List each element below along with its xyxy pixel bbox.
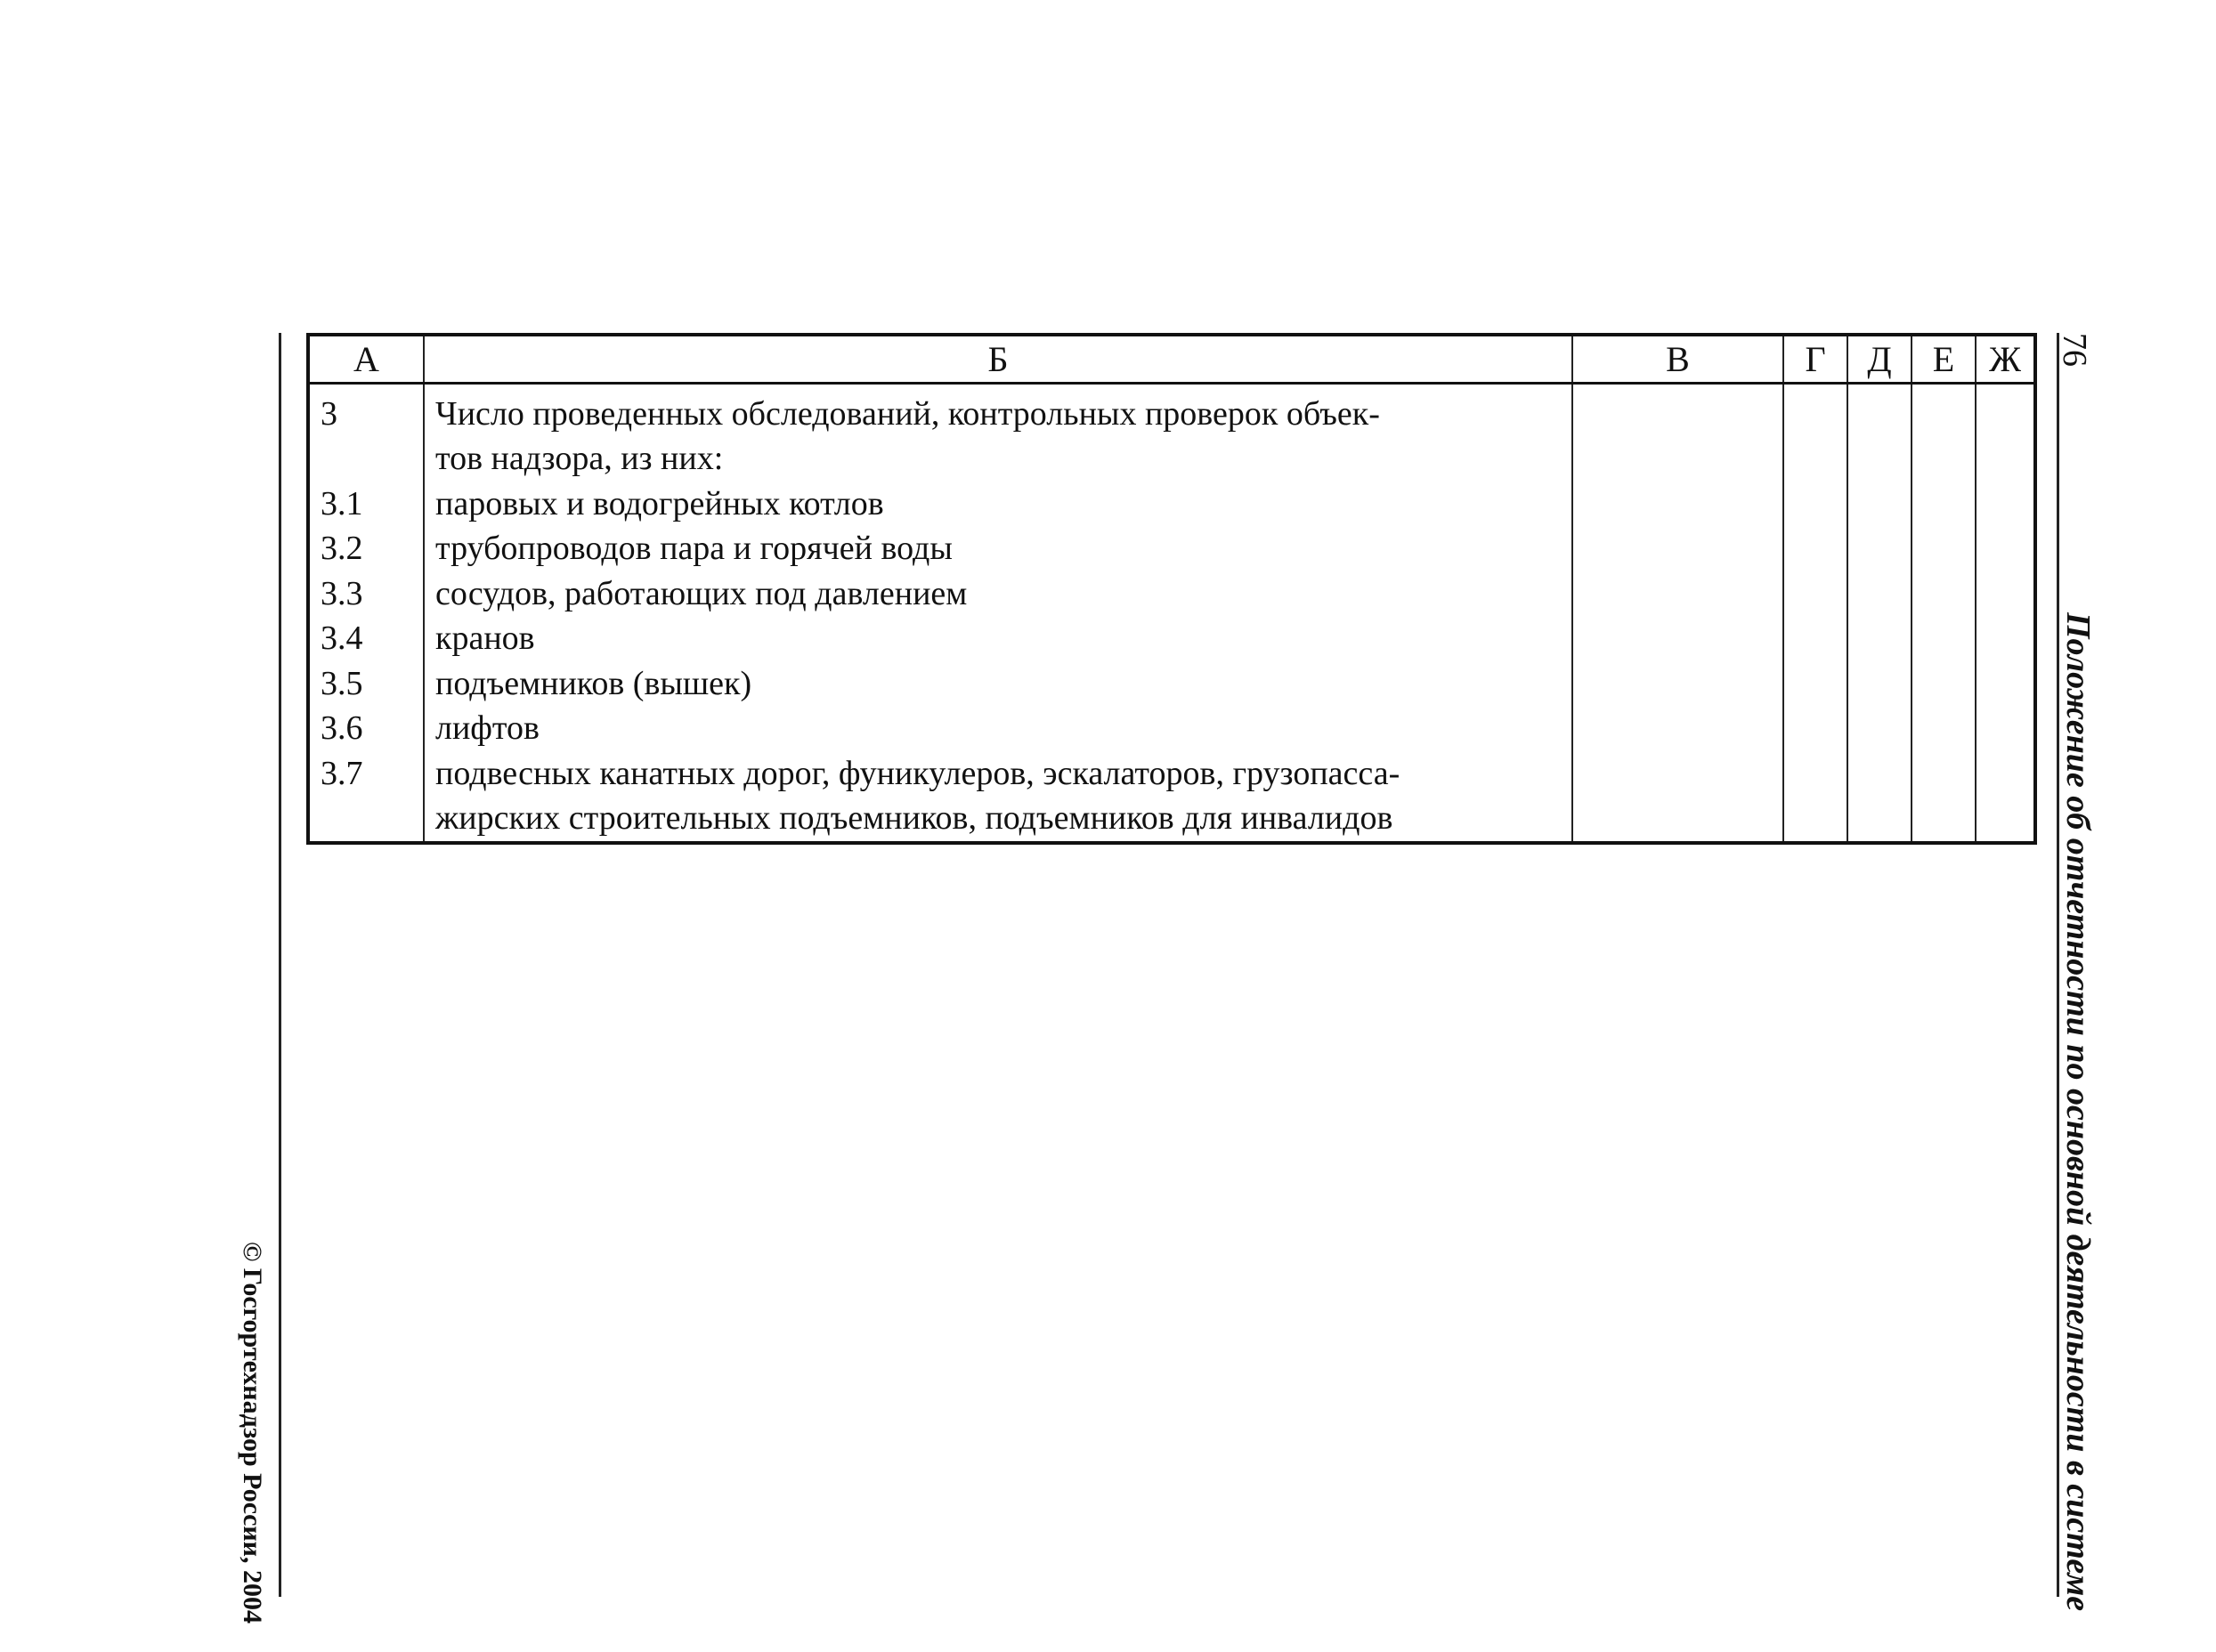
value-cell-v <box>1572 383 1783 843</box>
value-cell-g <box>1783 383 1847 843</box>
row-code: 3.1 <box>321 484 363 522</box>
col-header-g: Г <box>1783 335 1847 383</box>
row-code: 3.3 <box>321 574 363 612</box>
description-line: подвесных канатных дорог, фуникулеров, эскалаторов, грузопасса- <box>435 754 1400 792</box>
page-number: 76 <box>2056 333 2093 367</box>
row-code: 3.2 <box>321 530 363 567</box>
col-header-d: Д <box>1847 335 1912 383</box>
description-line: лифтов <box>435 709 540 747</box>
description-line: жирских строительных подъемников, подъемников для инвалидов <box>435 799 1393 837</box>
left-margin-line <box>279 333 281 1597</box>
row-code: 3.6 <box>321 709 363 747</box>
row-code <box>321 436 423 482</box>
value-cell-d <box>1847 383 1912 843</box>
copyright-notice: © Госгортехнадзор России, 2004 <box>238 1242 267 1624</box>
row-code: 3.5 <box>321 664 363 702</box>
table-header-row <box>308 335 2035 383</box>
col-header-e: Е <box>1912 335 1976 383</box>
col-header-b: Б <box>424 335 1572 383</box>
description-line: подъемников (вышек) <box>435 664 752 702</box>
row-code: 3.4 <box>321 620 363 657</box>
description-line: трубопроводов пара и горячей воды <box>435 530 953 567</box>
report-table <box>306 333 2037 845</box>
col-header-v: В <box>1572 335 1783 383</box>
col-header-a: А <box>308 335 424 383</box>
description-line: Число проведенных обследований, контрольных проверок объек- <box>435 394 1380 433</box>
value-cell-zh <box>1976 383 2035 843</box>
description-line: тов надзора, из них: <box>435 440 724 477</box>
row-code: 3.7 <box>321 754 363 792</box>
description-line: сосудов, работающих под давлением <box>435 574 968 612</box>
col-header-zh: Ж <box>1976 335 2035 383</box>
codes-cell <box>308 383 424 843</box>
description-line: паровых и водогрейных котлов <box>435 484 884 522</box>
running-title: Положение об отчетности по основной деятельности в системе <box>2059 612 2097 1612</box>
description-line: кранов <box>435 620 535 657</box>
value-cell-e <box>1912 383 1976 843</box>
descriptions-cell <box>424 383 1572 843</box>
row-code: 3 <box>321 394 337 433</box>
table-body-row <box>308 383 2035 843</box>
